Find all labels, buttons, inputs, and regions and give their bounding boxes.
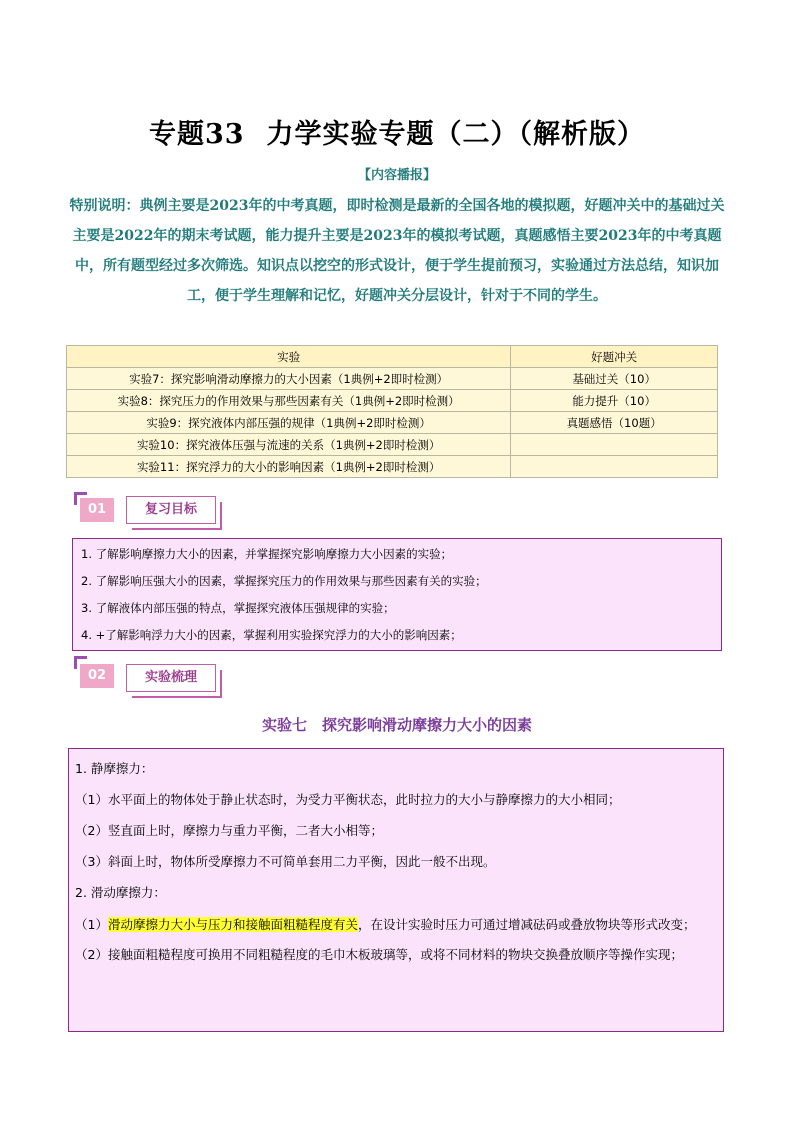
section-label: 实验梳理 (126, 664, 216, 692)
table-cell: 实验7：探究影响滑动摩擦力的大小因素（1典例+2即时检测） (67, 368, 511, 390)
overview-table (66, 345, 718, 478)
section-number: 01 (80, 498, 114, 522)
static-friction-heading: 1. 静摩擦力： (75, 761, 154, 776)
table-row (67, 456, 718, 478)
section-label: 复习目标 (126, 496, 216, 524)
content-broadcast-heading: 【内容播报】 (357, 168, 436, 183)
title-part2: 力学实验专题（二）（解析版） (266, 119, 646, 150)
table-cell: 真题感悟（10题） (511, 412, 718, 434)
line-prefix: （1） (75, 917, 108, 932)
table-cell (511, 434, 718, 456)
review-goals-box (72, 538, 722, 651)
experiment-content-box (68, 748, 724, 1032)
line-rest: ，在设计实验时压力可通过增减砝码或叠放物块等形式改变； (357, 917, 696, 932)
experiment-title: 实验七 探究影响滑动摩擦力大小的因素 (261, 716, 532, 734)
highlighted-text: 滑动摩擦力大小与压力和接触面粗糙程度有关 (107, 917, 358, 932)
section-tag-experiment-review (74, 656, 224, 696)
section-number: 02 (80, 664, 114, 688)
table-cell (511, 456, 718, 478)
content-line: （2）接触面粗糙程度可换用不同粗糙程度的毛巾木板玻璃等，或将不同材料的物块交换叠放顺序等操作实现； (75, 947, 683, 962)
table-header-cell: 实验 (67, 346, 511, 368)
content-line: （1）水平面上的物体处于静止状态时，为受力平衡状态，此时拉力的大小与静摩擦力的大小相同； (75, 792, 621, 807)
table-cell: 基础过关（10） (511, 368, 718, 390)
sliding-friction-heading: 2. 滑动摩擦力： (75, 885, 166, 900)
table-header-row (67, 346, 718, 368)
table-row (67, 434, 718, 456)
goal-item: 1. 了解影响摩擦力大小的因素，并掌握探究影响摩擦力大小因素的实验； (81, 547, 453, 561)
page-title (0, 112, 794, 151)
goal-item: 4. +了解影响浮力大小的因素，掌握利用实验探究浮力的大小的影响因素； (81, 628, 462, 642)
title-part1: 专题33 (148, 119, 245, 150)
table-row (67, 368, 718, 390)
goal-item: 3. 了解液体内部压强的特点，掌握探究液体压强规律的实验； (81, 601, 395, 615)
table-row (67, 412, 718, 434)
content-line (75, 908, 717, 938)
table-cell: 实验11：探究浮力的大小的影响因素（1典例+2即时检测） (67, 456, 511, 478)
table-header-cell: 好题冲关 (511, 346, 718, 368)
content-line: （2）竖直面上时，摩擦力与重力平衡，二者大小相等； (75, 823, 383, 838)
content-line: （3）斜面上时，物体所受摩擦力不可简单套用二力平衡，因此一般不出现。 (75, 854, 496, 869)
table-row (67, 390, 718, 412)
table-cell: 实验9：探究液体内部压强的规律（1典例+2即时检测） (67, 412, 511, 434)
goal-item: 2. 了解影响压强大小的因素，掌握探究压力的作用效果与那些因素有关的实验； (81, 574, 487, 588)
section-tag-review-goals (74, 492, 224, 532)
table-cell: 实验8：探究压力的作用效果与那些因素有关（1典例+2即时检测） (67, 390, 511, 412)
table-cell: 实验10：探究液体压强与流速的关系（1典例+2即时检测） (67, 434, 511, 456)
special-note: 特别说明：典例主要是2023年的中考真题，即时检测是最新的全国各地的模拟题，好题冲关中的基础过关主要是2022年的期末考试题，能力提升主要是2023年的模拟考试题，真题感悟主要2023年的中考真题中，所有题型经过多次筛选。知识点以挖空的形式设计，便于学生提前预习，实验通过方法总结，知识加工，便于学生理解和记忆，好题冲关分层设计，针对于不同的学生。 (69, 198, 725, 304)
table-cell: 能力提升（10） (511, 390, 718, 412)
